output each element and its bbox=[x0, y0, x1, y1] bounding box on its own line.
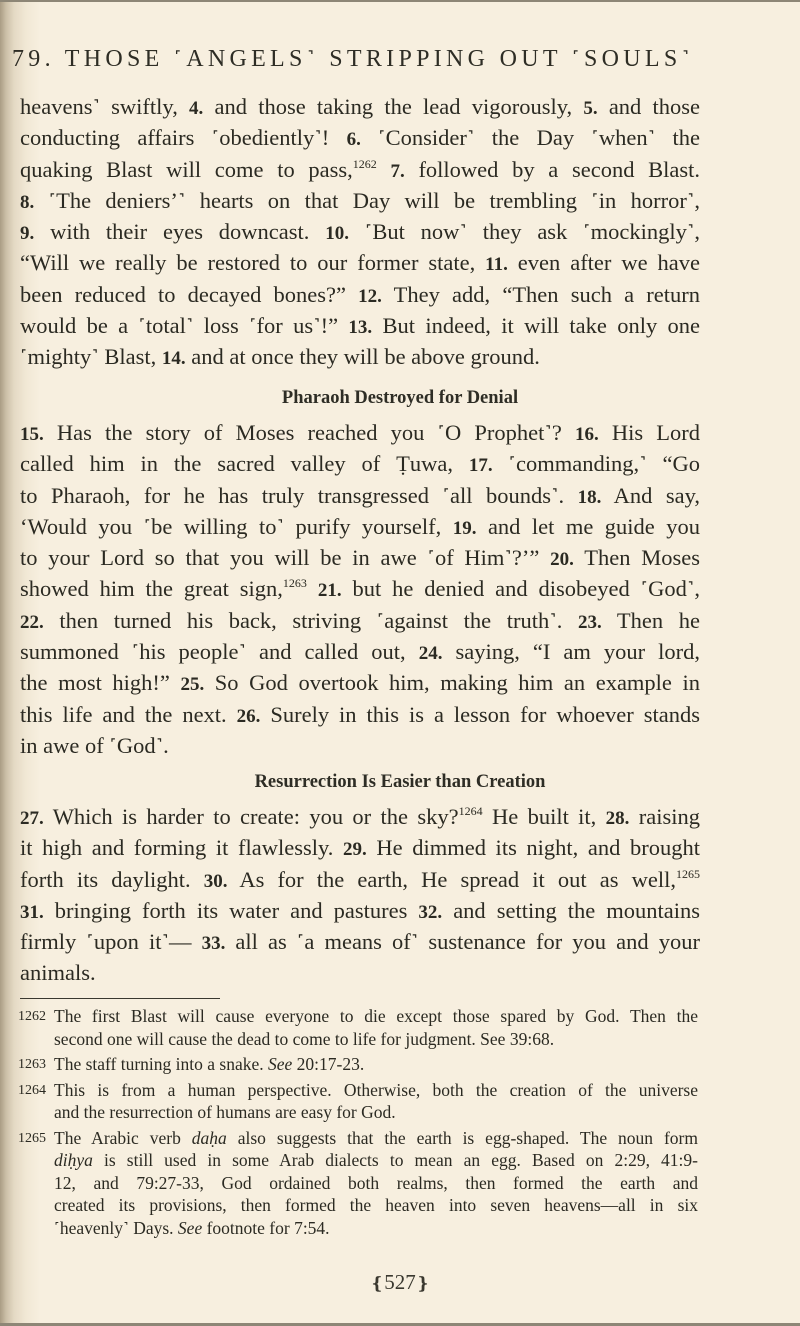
verse-text: conducting affairs ˹obediently˺! bbox=[20, 125, 347, 151]
verse-text: quaking Blast will come to pass, bbox=[20, 156, 353, 182]
verse-number: 29. bbox=[343, 839, 367, 861]
text-line bbox=[20, 637, 700, 668]
footnote-line bbox=[54, 1217, 698, 1240]
verse-text: even after we have bbox=[507, 250, 700, 276]
verse-text: and at once they will be above ground. bbox=[185, 344, 540, 370]
verse-text: The Arabic verb bbox=[54, 1127, 192, 1148]
verse-text: Then Moses bbox=[573, 545, 700, 571]
verse-text: second one will cause the dead to come to life for judgment. See 39:68. bbox=[54, 1028, 555, 1049]
italic-text: See bbox=[268, 1054, 293, 1074]
verse-text: to your Lord so that you will be in awe ˹of Him˺?’” bbox=[20, 545, 551, 571]
verse-text: and the resurrection of humans are easy for God. bbox=[54, 1102, 396, 1122]
verse-number: 7. bbox=[390, 160, 405, 182]
verse-number: 26. bbox=[236, 705, 261, 727]
verse-text: ˹The deniers’˺ hearts on that Day will be trembling ˹in horror˺, bbox=[34, 187, 700, 213]
verse-text: ˹commanding,˺ “Go bbox=[492, 451, 700, 477]
footnote bbox=[18, 1079, 698, 1124]
verse-number: 5. bbox=[583, 98, 598, 119]
verse-text: firmly ˹upon it˺— bbox=[20, 929, 202, 955]
verse-number: 15. bbox=[20, 424, 44, 445]
footnote-line bbox=[54, 1005, 698, 1028]
verse-text: and let me guide you bbox=[476, 513, 700, 539]
verse-number: 4. bbox=[189, 98, 204, 119]
verse-number: 30. bbox=[203, 870, 228, 892]
footnote-reference[interactable]: 1265 bbox=[675, 866, 700, 881]
verse-text: forth its daylight. bbox=[20, 866, 204, 892]
footnote-number: 1263 bbox=[18, 1057, 46, 1072]
right-ornament-icon: ❵ bbox=[415, 1274, 430, 1293]
text-line bbox=[20, 217, 700, 248]
footnote bbox=[18, 1053, 698, 1076]
verse-number: 17. bbox=[468, 455, 493, 477]
text-line bbox=[20, 802, 700, 833]
footnote-line bbox=[54, 1149, 698, 1172]
verse-text: 12, and 79:27-33, God ordained both realms, then formed the earth and bbox=[54, 1172, 698, 1193]
footnote-reference[interactable]: 1263 bbox=[282, 576, 307, 591]
verse-number: 10. bbox=[325, 223, 349, 245]
text-line bbox=[20, 92, 700, 123]
verse-text: And say, bbox=[601, 482, 700, 508]
footnote-number: 1265 bbox=[18, 1130, 46, 1146]
verse-text: and those taking the lead vigorously, bbox=[203, 94, 584, 119]
verse-text: raising bbox=[629, 804, 700, 829]
text-line bbox=[20, 418, 700, 449]
verse-number: 20. bbox=[550, 549, 574, 571]
verse-number: 8. bbox=[20, 191, 35, 213]
verse-text: been reduced to decayed bones?” bbox=[20, 281, 359, 307]
verse-text: animals. bbox=[20, 960, 96, 986]
verse-text: summoned ˹his people˺ and called out, bbox=[20, 639, 419, 665]
verse-number: 32. bbox=[418, 901, 443, 923]
text-line bbox=[20, 574, 700, 605]
verse-number: 13. bbox=[348, 317, 373, 339]
verse-text: Surely in this is a lesson for whoever stands bbox=[260, 701, 700, 727]
italic-text: See bbox=[177, 1217, 203, 1238]
verse-text: followed by a second Blast. bbox=[404, 156, 701, 182]
text-line bbox=[20, 958, 700, 987]
verse-text: all as ˹a means of˺ sustenance for you and your bbox=[225, 929, 700, 955]
verse-text: He built it, bbox=[482, 804, 606, 829]
verse-text: is still used in some Arab dialects to mean an egg. Based on 2:29, 41:9- bbox=[92, 1150, 698, 1170]
verse-text: ˹heavenly˺ Days. bbox=[54, 1217, 178, 1238]
footnote-line bbox=[54, 1127, 698, 1150]
verse-text: 20:17-23. bbox=[292, 1054, 365, 1074]
footnote-line bbox=[54, 1194, 698, 1217]
verse-text: ˹mighty˺ Blast, bbox=[20, 344, 162, 370]
verse-text: this life and the next. bbox=[20, 701, 237, 727]
footnote-reference[interactable]: 1262 bbox=[352, 156, 377, 171]
verse-text: He dimmed its night, and brought bbox=[366, 835, 700, 861]
verse-number: 22. bbox=[20, 611, 44, 633]
verse-text: heavens˺ swiftly, bbox=[20, 94, 190, 119]
running-header: 79. THOSE ˹ANGELS˺ STRIPPING OUT ˹SOULS˺ bbox=[12, 46, 694, 72]
verse-text: But indeed, it will take only one bbox=[372, 313, 700, 339]
italic-text: daḥa bbox=[191, 1127, 227, 1148]
verse-text: The first Blast will cause everyone to die except those spared by God. Then the bbox=[54, 1006, 698, 1026]
footnote-line bbox=[54, 1101, 698, 1124]
verses-block-1 bbox=[20, 92, 700, 374]
text-line bbox=[20, 731, 700, 760]
verse-text: So God overtook him, making him an example in bbox=[204, 670, 700, 696]
section-heading-pharaoh: Pharaoh Destroyed for Denial bbox=[281, 388, 519, 408]
verse-text: then turned his back, striving ˹against the truth˺. bbox=[43, 607, 578, 633]
left-ornament-icon: ❴ bbox=[370, 1274, 385, 1293]
text-line bbox=[20, 248, 700, 279]
page-number bbox=[0, 1270, 800, 1295]
footnote-line bbox=[54, 1172, 698, 1195]
verse-text: showed him the great sign, bbox=[20, 576, 283, 602]
verse-text: Then he bbox=[601, 607, 700, 633]
verse-text: also suggests that the earth is egg-shaped. The noun form bbox=[226, 1127, 698, 1148]
verse-text: ˹But now˺ they ask ˹mockingly˺, bbox=[349, 219, 700, 245]
verse-text: the most high!” bbox=[20, 670, 181, 696]
text-line bbox=[20, 700, 700, 731]
verse-text: This is from a human perspective. Otherwise, both the creation of the universe bbox=[54, 1079, 698, 1100]
verse-number: 28. bbox=[605, 808, 630, 829]
text-line bbox=[20, 280, 700, 311]
text-line bbox=[20, 311, 700, 342]
verse-text: “Will we really be restored to our former state, bbox=[20, 250, 486, 276]
verse-number: 11. bbox=[485, 254, 508, 276]
verses-block-2 bbox=[20, 418, 700, 760]
text-line bbox=[20, 186, 700, 217]
footnote-line bbox=[54, 1053, 698, 1076]
verse-text: They add, “Then such a return bbox=[381, 281, 700, 307]
footnote bbox=[18, 1127, 698, 1240]
verse-number: 9. bbox=[20, 223, 35, 245]
text-line bbox=[20, 543, 700, 574]
verse-text: footnote for 7:54. bbox=[202, 1217, 330, 1238]
verse-text: saying, “I am your lord, bbox=[442, 639, 700, 665]
footnote-divider bbox=[20, 998, 220, 999]
verse-number: 24. bbox=[418, 643, 443, 665]
text-line bbox=[20, 668, 700, 699]
footnote-line bbox=[54, 1028, 698, 1051]
text-line bbox=[20, 896, 700, 927]
italic-text: diḥya bbox=[54, 1150, 93, 1170]
verse-text: ‘Would you ˹be willing to˺ purify yourself, bbox=[20, 513, 453, 539]
verse-number: 14. bbox=[161, 348, 186, 370]
verse-text: and setting the mountains bbox=[442, 897, 701, 923]
verse-number: 16. bbox=[574, 424, 599, 445]
text-line bbox=[20, 342, 700, 373]
section-heading-resurrection: Resurrection Is Easier than Creation bbox=[254, 772, 546, 792]
verse-text: created its provisions, then formed the heaven into seven heavens—all in six bbox=[54, 1195, 698, 1215]
footnote-number: 1264 bbox=[18, 1082, 46, 1098]
text-line bbox=[20, 123, 700, 154]
verse-number: 19. bbox=[452, 517, 477, 539]
verse-text: Which is harder to create: you or the sky? bbox=[43, 804, 459, 829]
text-line bbox=[20, 512, 700, 543]
verse-text: His Lord bbox=[598, 420, 700, 445]
footnote-number: 1262 bbox=[18, 1009, 46, 1024]
verses-block-3 bbox=[20, 802, 700, 988]
footnote-line bbox=[54, 1079, 698, 1102]
verse-text: but he denied and disobeyed ˹God˺, bbox=[341, 576, 700, 602]
verse-number: 27. bbox=[20, 808, 44, 829]
verse-number: 31. bbox=[20, 901, 44, 923]
text-line bbox=[20, 833, 700, 864]
text-line bbox=[20, 606, 700, 637]
verse-number: 21. bbox=[317, 580, 342, 602]
verse-text: it high and forming it flawlessly. bbox=[20, 835, 344, 861]
text-line bbox=[20, 449, 700, 480]
text-line bbox=[20, 865, 700, 896]
verse-text: As for the earth, He spread it out as well, bbox=[227, 866, 676, 892]
verse-number: 12. bbox=[358, 285, 382, 307]
verse-number: 6. bbox=[346, 129, 361, 151]
verse-text: in awe of ˹God˺. bbox=[20, 732, 169, 758]
verse-text: ˹Consider˺ the Day ˹when˺ the bbox=[360, 125, 701, 151]
verse-text bbox=[377, 157, 391, 182]
verse-text: The staff turning into a snake. bbox=[54, 1054, 268, 1074]
verse-text: Has the story of Moses reached you ˹O Prophet˺? bbox=[43, 420, 575, 445]
verse-text: bringing forth its water and pastures bbox=[43, 897, 419, 923]
verse-text: would be a ˹total˺ loss ˹for us˺!” bbox=[20, 313, 349, 339]
text-line bbox=[20, 155, 700, 186]
verse-text: with their eyes downcast. bbox=[34, 219, 326, 245]
verse-number: 25. bbox=[180, 674, 205, 696]
verse-number: 23. bbox=[577, 611, 602, 633]
verse-text: and those bbox=[597, 94, 701, 119]
text-line bbox=[20, 927, 700, 958]
verse-text: called him in the sacred valley of Ṭuwa, bbox=[20, 451, 469, 477]
verse-number: 33. bbox=[201, 933, 226, 955]
verse-text: to Pharaoh, for he has truly transgressed ˹all bounds˺. bbox=[20, 482, 578, 508]
page-number-value: 527 bbox=[384, 1270, 416, 1294]
verse-number: 18. bbox=[577, 486, 602, 508]
verse-text bbox=[307, 576, 318, 601]
footnote bbox=[18, 1005, 698, 1050]
text-line bbox=[20, 481, 700, 512]
footnotes bbox=[18, 1005, 698, 1242]
footnote-reference[interactable]: 1264 bbox=[458, 804, 483, 818]
